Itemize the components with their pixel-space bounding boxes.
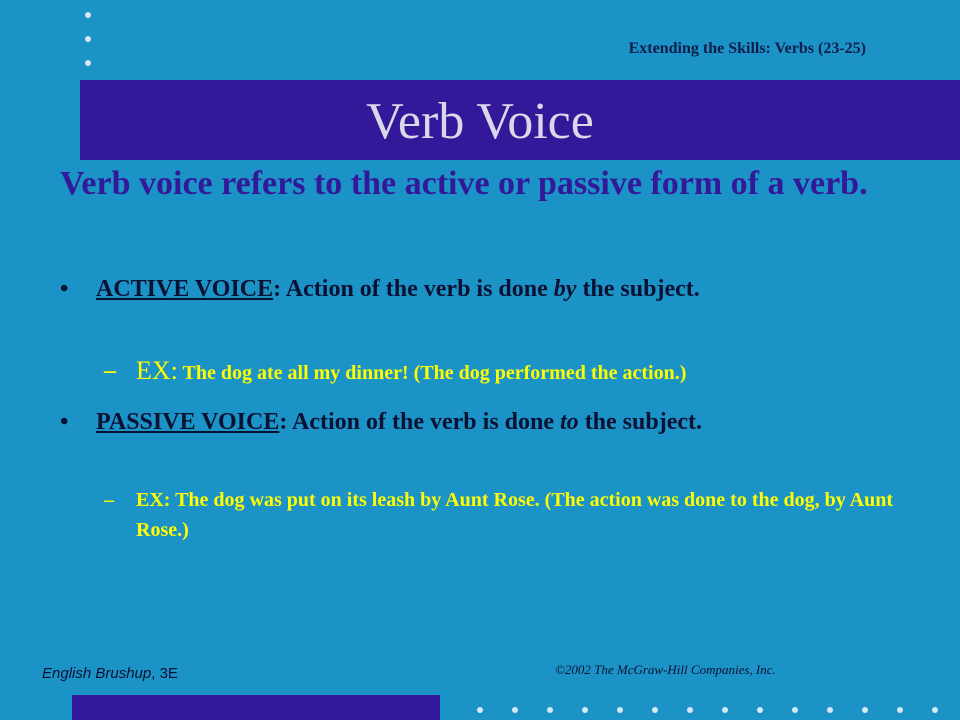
bullet-mark: • xyxy=(60,276,69,302)
bullet-text: : Action of the verb is done xyxy=(273,276,554,302)
bullet-text-after: the subject. xyxy=(576,276,700,302)
bullet-text-after: the subject. xyxy=(578,409,703,435)
bullet-term: ACTIVE VOICE xyxy=(96,276,274,302)
bullet-emphasis: by xyxy=(553,276,577,302)
example-label: EX: xyxy=(136,356,178,385)
bullet-active-voice xyxy=(60,272,880,306)
example-sentence: EX: The dog was put on its leash by Aunt Rose. (The action was done to the dog, by Aunt Rose.) xyxy=(136,489,893,541)
bullet-mark: • xyxy=(60,409,69,435)
footer-band xyxy=(72,695,440,720)
footer-book-title xyxy=(42,665,178,682)
bullet-passive-voice xyxy=(60,405,880,439)
slide-title: Verb Voice xyxy=(366,93,594,150)
bullet-text: : Action of the verb is done xyxy=(279,409,561,435)
course-title: Extending the Skills: Verbs (23-25) xyxy=(628,40,866,57)
example-sentence: The dog ate all my dinner! (The dog performed the action.) xyxy=(177,362,687,384)
bullet-term: PASSIVE VOICE xyxy=(96,409,280,435)
example-active-voice xyxy=(104,356,894,390)
footer-copyright: ©2002 The McGraw-Hill Companies, Inc. xyxy=(555,662,776,677)
example-passive-voice xyxy=(104,485,894,545)
sub-bullet-mark: – xyxy=(104,358,116,384)
sub-bullet-mark: – xyxy=(104,489,114,511)
slide-subtitle: Verb voice refers to the active or passive form of a verb. xyxy=(60,165,868,202)
book-title: English Brushup xyxy=(42,665,152,682)
book-edition: , 3E xyxy=(151,665,178,682)
bullet-emphasis: to xyxy=(560,409,579,435)
